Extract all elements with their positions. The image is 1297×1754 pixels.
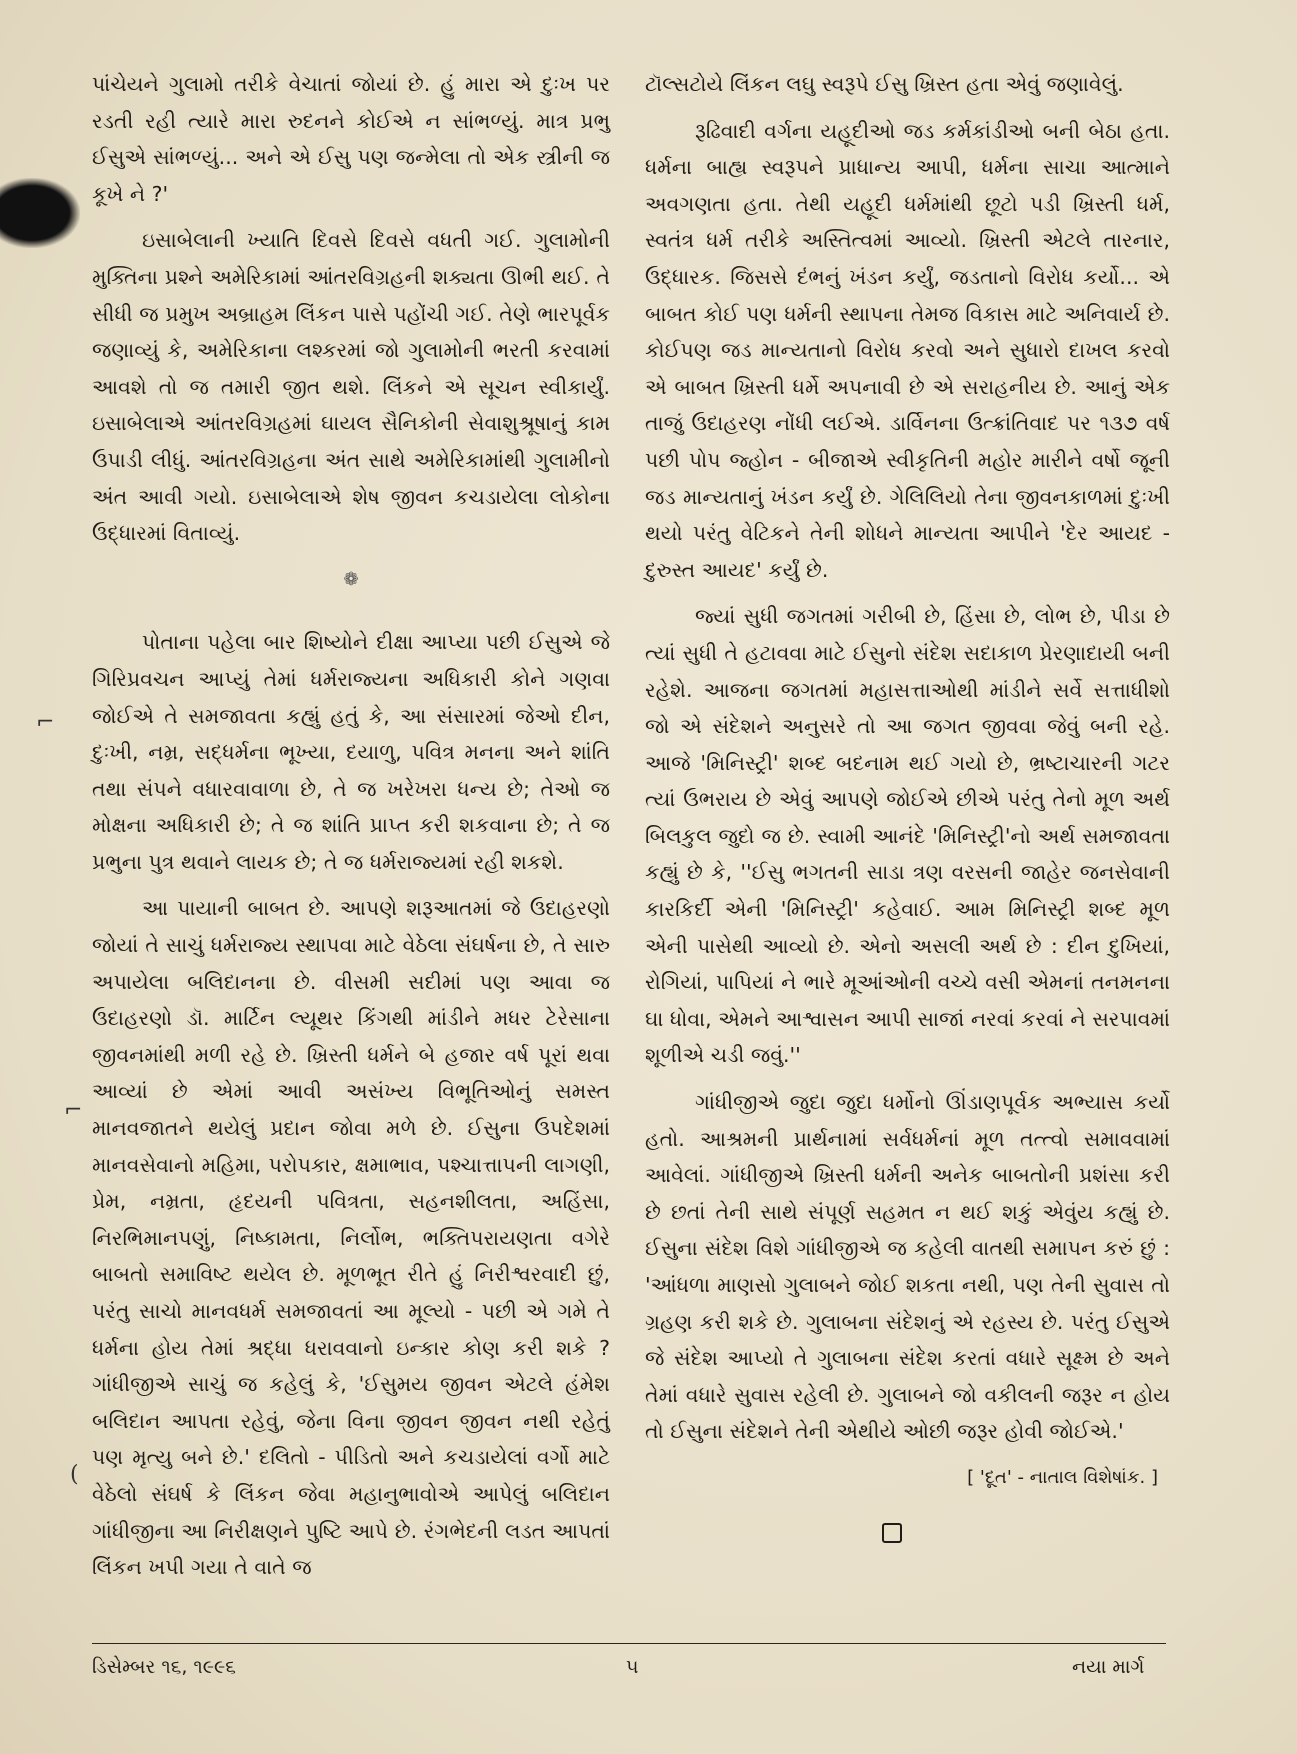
paragraph: જ્યાં સુધી જગતમાં ગરીબી છે, હિંસા છે, લોભ છે, પીડા છે ત્યાં સુધી તે હટાવવા માટે ઈસુનો સંદેશ સદાકાળ પ્રેરણાદાયી બની રહેશે. આજના જગતમાં મહાસત્તાઓથી માંડીને સર્વે સત્તાધીશો જો એ સંદેશને અનુસરે તો આ જગત જીવવા જેવું બની રહે. આજે 'મિનિસ્ટ્રી' શબ્દ બદનામ થઈ ગયો છે, ભ્રષ્ટાચારની ગટર ત્યાં ઉભરાય છે એવું આપણે જોઈએ છીએ પરંતુ તેનો મૂળ અર્થ બિલકુલ જુદો જ છે. સ્વામી આનંદે 'મિનિસ્ટ્રી'નો અર્થ સમજાવતા કહ્યું છે કે, ''ઈસુ ભગતની સાડા ત્રણ વરસની જાહેર જનસેવાની કારકિર્દી એની 'મિનિસ્ટ્રી' કહેવાઈ. આમ મિનિસ્ટ્રી શબ્દ મૂળ એની પાસેથી આવ્યો છે. એનો અસલી અર્થ છે : દીન દુખિયાં, રોગિયાં, પાપિયાં ને ભારે મૂઆંઓની વચ્ચે વસી એમનાં તનમનના ઘા ધોવા, એમને આશ્વાસન આપી સાજાં નરવાં કરવાં ને સરપાવમાં શૂળીએ ચડી જવું.'' (645, 604, 1170, 1068)
page-number: ૫ (626, 1656, 639, 1678)
paragraph: ઇસાબેલાની ખ્યાતિ દિવસે દિવસે વધતી ગઈ. ગુલામોની મુક્તિના પ્રશ્ને અમેરિકામાં આંતરવિગ્રહની શક્યતા ઊભી થઈ. તે સીધી જ પ્રમુખ અબ્રાહમ લિંકન પાસે પહોંચી ગઈ. તેણે ભારપૂર્વક જણાવ્યું કે, અમેરિકાના લશ્કરમાં જો ગુલામોની ભરતી કરવામાં આવશે તો જ તમારી જીત થશે. લિંકને એ સૂચન સ્વીકાર્યું. ઇસાબેલાએ આંતરવિગ્રહમાં ઘાયલ સૈનિકોની સેવાશુશ્રૂષાનું કામ ઉપાડી લીધું. આંતરવિગ્રહના અંત સાથે અમેરિકામાંથી ગુલામીનો અંત આવી ગયો. ઇસાબેલાએ શેષ જીવન કચડાયેલા લોકોના ઉદ્ધારમાં વિતાવ્યું. (92, 228, 610, 546)
paragraph: રૂઢિવાદી વર્ગના યહૂદીઓ જડ કર્મકાંડીઓ બની બેઠા હતા. ધર્મના બાહ્ય સ્વરૂપને પ્રાધાન્ય આપી, ધર્મના સાચા આત્માને અવગણતા હતા. તેથી યહૂદી ધર્મમાંથી છૂટો પડી ખ્રિસ્તી ધર્મ, સ્વતંત્ર ધર્મ તરીકે અસ્તિત્વમાં આવ્યો. ખ્રિસ્તી એટલે તારનાર, ઉદ્ધારક. જિસસે દંભનું ખંડન કર્યું, જડતાનો વિરોધ કર્યો... એ બાબત કોઈ પણ ધર્મની સ્થાપના તેમજ વિકાસ માટે અનિવાર્ય છે. કોઈપણ જડ માન્યતાનો વિરોધ કરવો અને સુધારો દાખલ કરવો એ બાબત ખ્રિસ્તી ધર્મે અપનાવી છે એ સરાહનીય છે. આનું એક તાજું ઉદાહરણ નોંધી લઈએ. ડાર્વિનના ઉત્ક્રાંતિવાદ પર ૧૩૭ વર્ષ પછી પોપ જ્હોન - બીજાએ સ્વીકૃતિની મહોર મારીને વર્ષો જૂની જડ માન્યતાનું ખંડન કર્યું છે. ગેલિલિયો તેના જીવનકાળમાં દુઃખી થયો પરંતુ વેટિકને તેની શોધને માન્યતા આપીને 'દેર આયદ - દુરુસ્ત આયદ' કર્યું છે. (645, 118, 1170, 582)
end-mark-icon (882, 1523, 902, 1543)
footer-date: ડિસેમ્બર ૧૬, ૧૯૯૬ (92, 1656, 236, 1678)
paragraph: પોતાના પહેલા બાર શિષ્યોને દીક્ષા આપ્યા પછી ઈસુએ જે ગિરિપ્રવચન આપ્યું તેમાં ધર્મરાજ્યના અધિકારી કોને ગણવા જોઈએ તે સમજાવતા કહ્યું હતું કે, આ સંસારમાં જેઓ દીન, દુઃખી, નમ્ર, સદ્ધર્મના ભૂખ્યા, દયાળુ, પવિત્ર મનના અને શાંતિ તથા સંપને વધારવાવાળા છે, તે જ ખરેખરા ધન્ય છે; તેઓ જ મોક્ષના અધિકારી છે; તે જ શાંતિ પ્રાપ્ત કરી શકવાના છે; તે જ પ્રભુના પુત્ર થવાને લાયક છે; તે જ ધર્મરાજ્યમાં રહી શકશે. (92, 630, 610, 874)
margin-mark: ⌐ (36, 710, 55, 735)
magazine-name: નયા માર્ગ (1072, 1656, 1145, 1678)
right-column (645, 66, 1170, 1543)
paragraph: ગાંધીજીએ જુદા જુદા ધર્મોનો ઊંડાણપૂર્વક અભ્યાસ કર્યો હતો. આશ્રમની પ્રાર્થનામાં સર્વધર્મનાં મૂળ તત્ત્વો સમાવવામાં આવેલાં. ગાંધીજીએ ખ્રિસ્તી ધર્મની અનેક બાબતોની પ્રશંસા કરી છે છતાં તેની સાથે સંપૂર્ણ સહમત ન થઈ શકું એવુંય કહ્યું છે. ઈસુના સંદેશ વિશે ગાંધીજીએ જ કહેલી વાતથી સમાપન કરું છું : 'આંધળા માણસો ગુલાબને જોઈ શકતા નથી, પણ તેની સુવાસ તો ગ્રહણ કરી શકે છે. ગુલાબના સંદેશનું એ રહસ્ય છે. પરંતુ ઈસુએ જે સંદેશ આપ્યો તે ગુલાબના સંદેશ કરતાં વધારે સૂક્ષ્મ છે અને તેમાં વધારે સુવાસ રહેલી છે. ગુલાબને જો વકીલની જરૂર ન હોય તો ઈસુના સંદેશને તેની એથીયે ઓછી જરૂર હોવી જોઈએ.' (645, 1090, 1170, 1444)
margin-mark: ( (70, 1462, 79, 1487)
left-column (92, 66, 610, 1596)
paragraph: આ પાયાની બાબત છે. આપણે શરૂઆતમાં જે ઉદાહરણો જોયાં તે સાચું ધર્મરાજ્ય સ્થાપવા માટે વેઠેલા સંઘર્ષના છે, તે સારુ અપાયેલા બલિદાનના છે. વીસમી સદીમાં પણ આવા જ ઉદાહરણો ડૉ. માર્ટિન લ્યૂથર કિંગથી માંડીને મધર ટેરેસાના જીવનમાંથી મળી રહે છે. ખ્રિસ્તી ધર્મને બે હજાર વર્ષ પૂરાં થવા આવ્યાં છે એમાં આવી અસંખ્ય વિભૂતિઓનું સમસ્ત માનવજાતને થયેલું પ્રદાન જોવા મળે છે. ઈસુના ઉપદેશમાં માનવસેવાનો મહિમા, પરોપકાર, ક્ષમાભાવ, પશ્ચાત્તાપની લાગણી, પ્રેમ, નમ્રતા, હૃદયની પવિત્રતા, સહનશીલતા, અહિંસા, નિરભિમાનપણું, નિષ્કામતા, નિર્લોભ, ભક્તિપરાયણતા વગેરે બાબતો સમાવિષ્ટ થયેલ છે. મૂળભૂત રીતે હું નિરીશ્વરવાદી છું, પરંતુ સાચો માનવધર્મ સમજાવતાં આ મૂલ્યો - પછી એ ગમે તે ધર્મના હોય તેમાં શ્રદ્ધા ધરાવવાનો ઇન્કાર કોણ કરી શકે ? ગાંધીજીએ સાચું જ કહેલું કે, 'ઈસુમય જીવન એટલે હંમેશ બલિદાન આપતા રહેવું, જેના વિના જીવન જીવન નથી રહેતું પણ મૃત્યુ બને છે.' દલિતો - પીડિતો અને કચડાયેલાં વર્ગો માટે વેઠેલો સંઘર્ષ કે લિંકન જેવા મહાનુભાવોએ આપેલું બલિદાન ગાંધીજીના આ નિરીક્ષણને પુષ્ટિ આપે છે. રંગભેદની લડત આપતાં લિંકન ખપી ગયા તે વાતે જ (92, 896, 610, 1580)
paragraph: ટૉલ્સટોયે લિંકન લઘુ સ્વરૂપે ઈસુ ખ્રિસ્ત હતા એવું જણાવેલું. (645, 72, 1124, 96)
ink-stain (0, 178, 80, 248)
footer-rule (92, 1643, 1166, 1644)
section-ornament: ❁ (343, 568, 359, 590)
margin-mark: ⌐ (64, 1098, 83, 1123)
source-citation: [ 'દૂત' - નાતાલ વિશેષાંક. ] (967, 1466, 1158, 1488)
paragraph: પાંચેયને ગુલામો તરીકે વેચાતાં જોયાં છે. હું મારા એ દુઃખ પર રડતી રહી ત્યારે મારા રુદનને કોઈએ ન સાંભળ્યું. માત્ર પ્રભુ ઈસુએ સાંભળ્યું... અને એ ઈસુ પણ જન્મેલા તો એક સ્ત્રીની જ કૂખે ને ?' (92, 72, 610, 206)
